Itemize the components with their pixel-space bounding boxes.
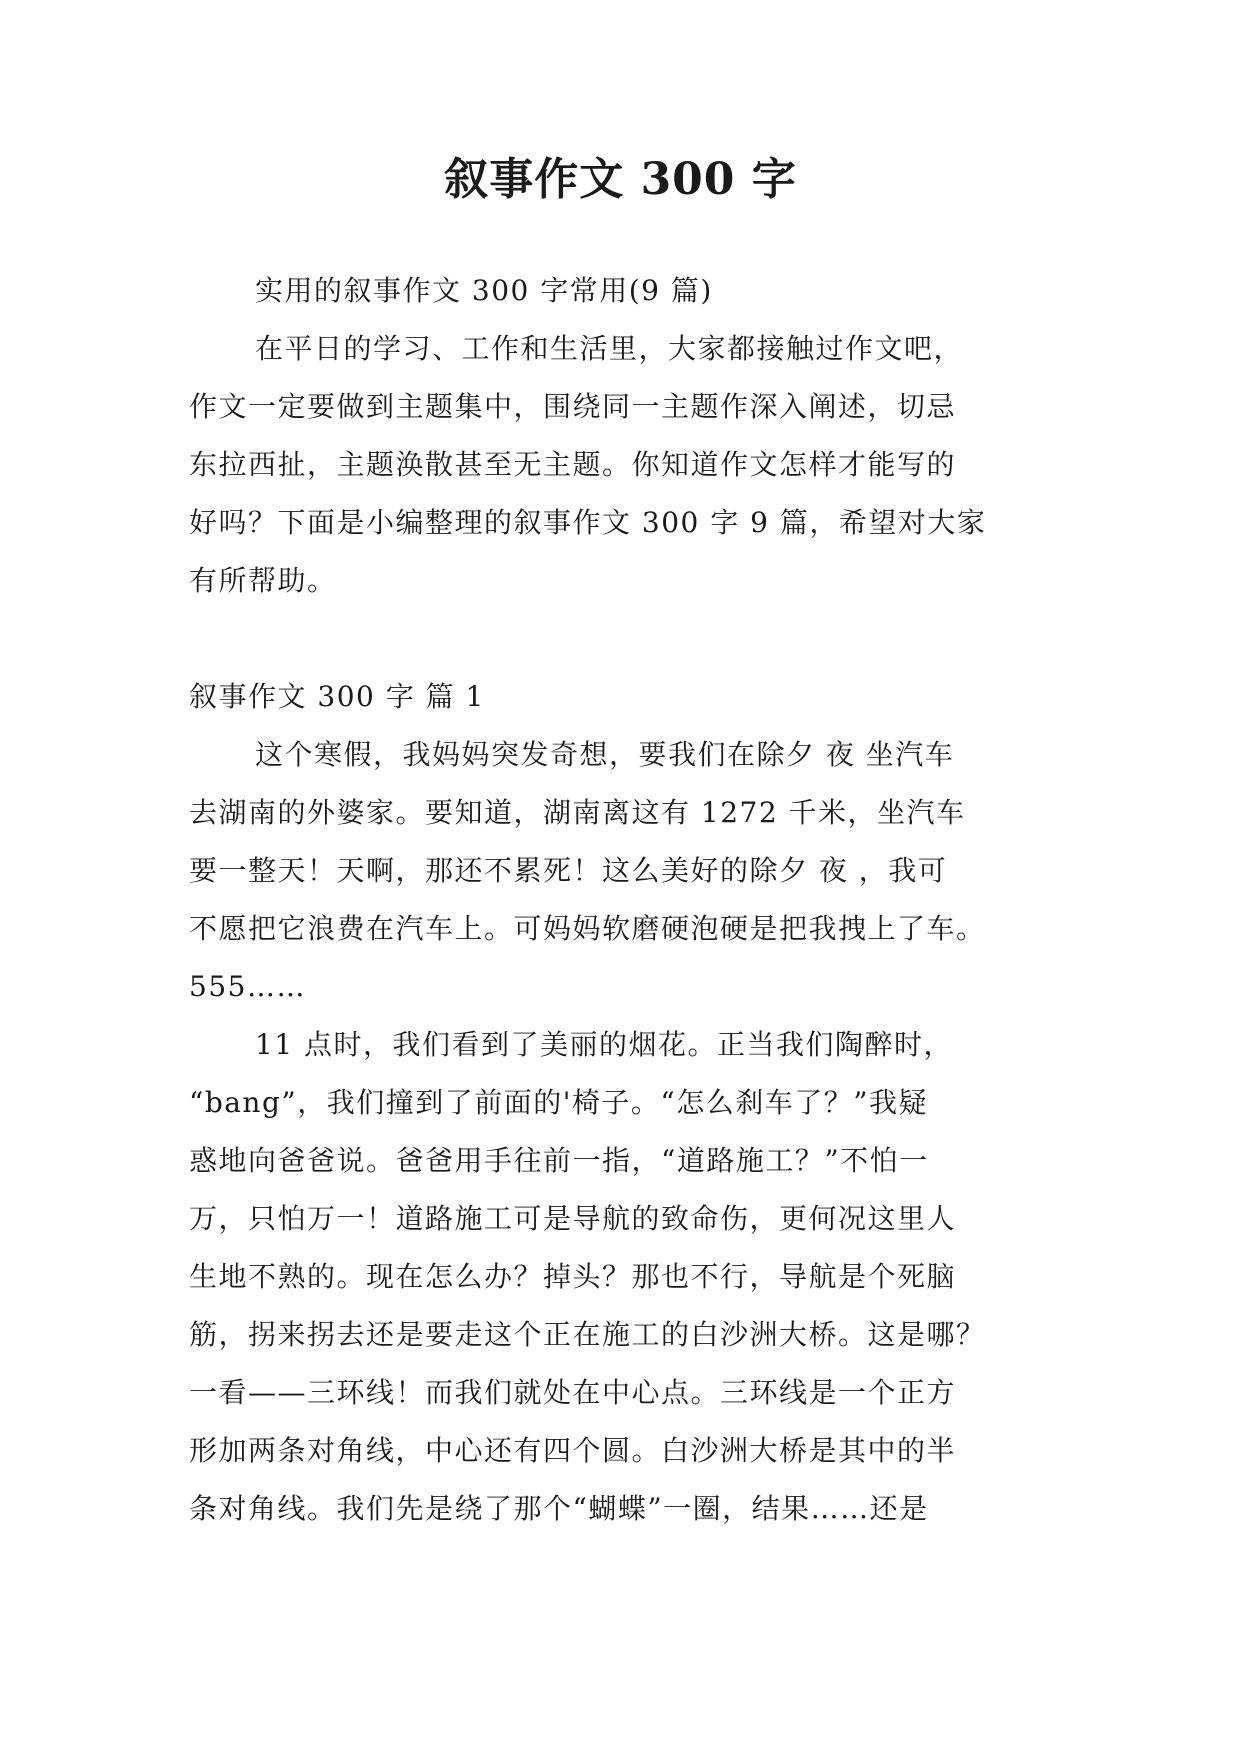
paragraph-line: “bang”，我们撞到了前面的'椅子。“怎么刹车了？”我疑 bbox=[189, 1086, 929, 1119]
paragraph-line: 一看——三环线！而我们就处在中心点。三环线是一个正方 bbox=[189, 1376, 957, 1409]
intro-line: 作文一定要做到主题集中，围绕同一主题作深入阐述，切忌 bbox=[189, 390, 957, 423]
section-heading: 叙事作文 300 字 篇 1 bbox=[189, 680, 485, 713]
document-body bbox=[189, 262, 1055, 1538]
paragraph-line: 形加两条对角线，中心还有四个圆。白沙洲大桥是其中的半 bbox=[189, 1434, 957, 1467]
paragraph-line: 筋，拐来拐去还是要走这个正在施工的白沙洲大桥。这是哪？ bbox=[189, 1318, 986, 1351]
paragraph-2 bbox=[189, 1016, 1055, 1538]
intro-paragraph bbox=[189, 320, 1055, 610]
paragraph-line: 不愿把它浪费在汽车上。可妈妈软磨硬泡硬是把我拽上了车。 bbox=[189, 912, 986, 945]
paragraph-line: 要一整天！天啊，那还不累死！这么美好的除夕 夜 ，我可 bbox=[189, 854, 948, 887]
section-spacer bbox=[189, 610, 1055, 668]
intro-line: 在平日的学习、工作和生活里，大家都接触过作文吧， bbox=[255, 332, 964, 365]
paragraph-line: 生地不熟的。现在怎么办？掉头？那也不行，导航是个死脑 bbox=[189, 1260, 957, 1293]
document-subtitle: 实用的叙事作文 300 字常用(9 篇) bbox=[255, 274, 713, 307]
document-title: 叙事作文 300 字 bbox=[444, 154, 797, 205]
paragraph-line: 555…… bbox=[189, 970, 306, 1003]
paragraph-line: 条对角线。我们先是绕了那个“蝴蝶”一圈，结果……还是 bbox=[189, 1492, 929, 1525]
paragraph-line: 万，只怕万一！道路施工可是导航的致命伤，更何况这里人 bbox=[189, 1202, 957, 1235]
intro-line: 有所帮助。 bbox=[189, 564, 337, 597]
paragraph-line: 11 点时，我们看到了美丽的烟花。正当我们陶醉时， bbox=[255, 1028, 954, 1061]
intro-line: 东拉西扯，主题涣散甚至无主题。你知道作文怎样才能写的 bbox=[189, 448, 957, 481]
paragraph-line: 去湖南的外婆家。要知道，湖南离这有 1272 千米，坐汽车 bbox=[189, 796, 966, 829]
paragraph-line: 惑地向爸爸说。爸爸用手往前一指，“道路施工？”不怕一 bbox=[189, 1144, 929, 1177]
paragraph-line: 这个寒假，我妈妈突发奇想，要我们在除夕 夜 坐汽车 bbox=[255, 738, 955, 771]
intro-line: 好吗？下面是小编整理的叙事作文 300 字 9 篇，希望对大家 bbox=[189, 506, 987, 539]
paragraph-1 bbox=[189, 726, 1055, 1016]
